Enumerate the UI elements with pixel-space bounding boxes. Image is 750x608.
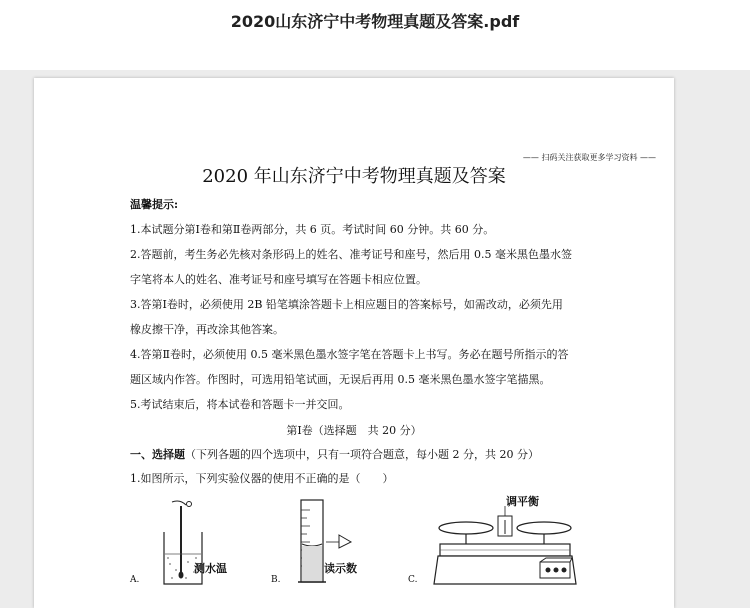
tip-line: 1.本试题分第Ⅰ卷和第Ⅱ卷两部分，共 6 页。考试时间 60 分钟。共 60 分。 (130, 223, 495, 236)
paper-title: 2020 年山东济宁中考物理真题及答案 (202, 166, 506, 187)
file-title: 2020山东济宁中考物理真题及答案.pdf (230, 12, 520, 31)
tip-line: 橡皮擦干净，再改涂其他答案。 (130, 323, 284, 336)
part-description: （下列各题的四个选项中，只有一项符合题意，每小题 2 分，共 20 分） (185, 448, 539, 461)
caption-a: 测水温 (194, 562, 227, 575)
option-a-label: A. (130, 575, 140, 585)
promo-text: 扫码关注获取更多学习资料 (541, 153, 638, 162)
tip-line: 2.答题前，考生务必先核对条形码上的姓名、准考证号和座号，然后用 0.5 毫米黑色墨水签 (130, 248, 572, 261)
graduated-cylinder-figure (296, 496, 366, 591)
pdf-page (34, 78, 674, 608)
section-title: 第Ⅰ卷（选择题 共 20 分） (286, 424, 422, 437)
promo-line: —— 扫码关注获取更多学习资料 —— (522, 153, 656, 162)
caption-c: 调平衡 (506, 495, 539, 508)
tip-line: 4.答第Ⅱ卷时，必须使用 0.5 毫米黑色墨水签字笔在答题卡上书写。务必在题号所指示的答 (130, 348, 569, 361)
viewer-toolbar (0, 0, 750, 70)
question-1: 1.如图所示，下列实验仪器的使用不正确的是（ ） (130, 472, 394, 485)
part-heading: 一、选择题 (130, 448, 185, 461)
tip-line: 5.考试结束后，将本试卷和答题卡一并交回。 (130, 398, 350, 411)
option-b-label: B. (271, 575, 281, 585)
tip-line: 题区域内作答。作图时，可选用铅笔试画，无误后再用 0.5 毫米黑色墨水签字笔描黑。 (130, 373, 551, 386)
weight-box-icon (538, 556, 572, 580)
tips-heading: 温馨提示: (130, 198, 179, 211)
caption-b: 读示数 (324, 562, 357, 575)
option-c-label: C. (408, 575, 418, 585)
thermometer-beaker-figure (152, 498, 252, 590)
part-heading-line (130, 446, 539, 462)
tip-line: 3.答第Ⅰ卷时，必须使用 2B 铅笔填涂答题卡上相应题目的答案标号，如需改动，必须先用 (130, 298, 563, 311)
tip-line: 字笔将本人的姓名、准考证号和座号填写在答题卡相应位置。 (130, 273, 427, 286)
